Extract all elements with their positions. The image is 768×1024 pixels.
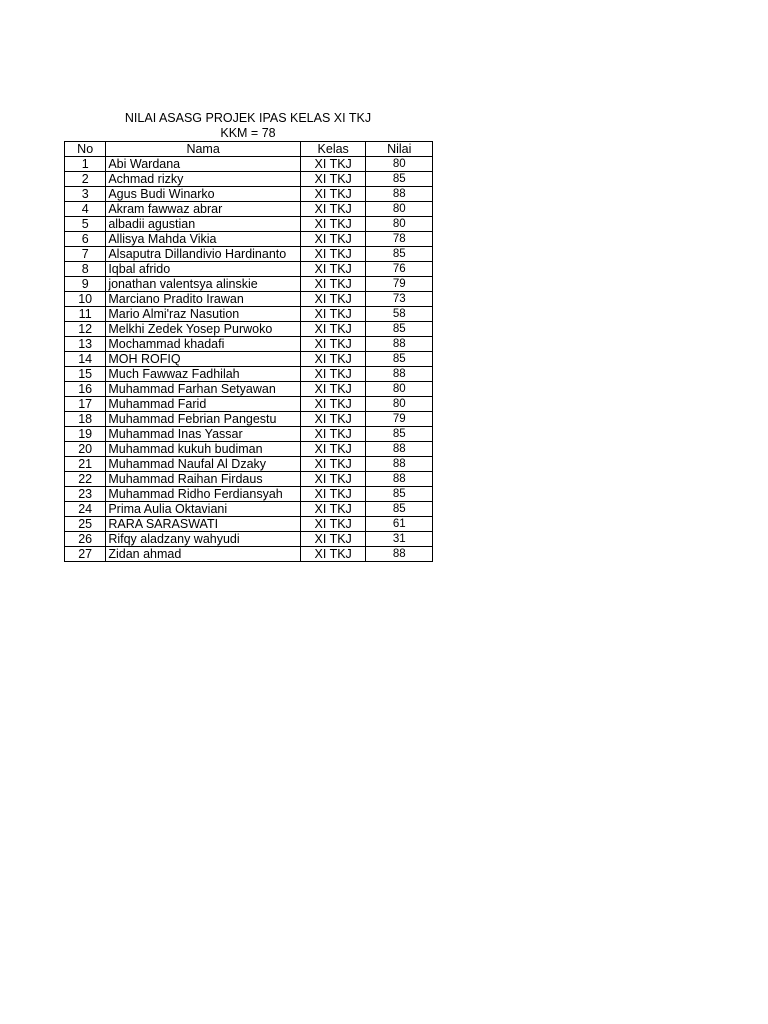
cell-nama: Achmad rizky	[106, 172, 301, 187]
cell-kelas: XI TKJ	[300, 547, 366, 562]
cell-nilai: 61	[366, 517, 433, 532]
table-header-row	[65, 142, 433, 157]
cell-nama: Muhammad Raihan Firdaus	[106, 472, 301, 487]
cell-nilai: 88	[366, 187, 433, 202]
cell-nilai: 80	[366, 157, 433, 172]
cell-kelas: XI TKJ	[300, 367, 366, 382]
table-row	[65, 427, 433, 442]
table-row	[65, 367, 433, 382]
table-row	[65, 187, 433, 202]
cell-no: 24	[65, 502, 106, 517]
cell-nama: Abi Wardana	[106, 157, 301, 172]
cell-nama: Akram fawwaz abrar	[106, 202, 301, 217]
cell-kelas: XI TKJ	[300, 487, 366, 502]
cell-no: 22	[65, 472, 106, 487]
cell-nama: Agus Budi Winarko	[106, 187, 301, 202]
cell-no: 19	[65, 427, 106, 442]
cell-nama: Zidan ahmad	[106, 547, 301, 562]
table-row	[65, 502, 433, 517]
cell-nama: Rifqy aladzany wahyudi	[106, 532, 301, 547]
table-row	[65, 397, 433, 412]
cell-kelas: XI TKJ	[300, 202, 366, 217]
cell-nama: Mario Almi'raz Nasution	[106, 307, 301, 322]
cell-no: 21	[65, 457, 106, 472]
grades-table	[64, 141, 433, 562]
cell-no: 16	[65, 382, 106, 397]
cell-nama: Mochammad khadafi	[106, 337, 301, 352]
cell-no: 11	[65, 307, 106, 322]
cell-nilai: 73	[366, 292, 433, 307]
table-row	[65, 382, 433, 397]
cell-no: 27	[65, 547, 106, 562]
cell-kelas: XI TKJ	[300, 382, 366, 397]
cell-nama: Muhammad Farid	[106, 397, 301, 412]
cell-no: 6	[65, 232, 106, 247]
cell-nama: Marciano Pradito Irawan	[106, 292, 301, 307]
cell-nilai: 85	[366, 247, 433, 262]
cell-no: 15	[65, 367, 106, 382]
cell-no: 23	[65, 487, 106, 502]
header-nilai: Nilai	[366, 142, 433, 157]
cell-no: 13	[65, 337, 106, 352]
cell-nama: Allisya Mahda Vikia	[106, 232, 301, 247]
table-row	[65, 322, 433, 337]
table-row	[65, 172, 433, 187]
cell-kelas: XI TKJ	[300, 352, 366, 367]
table-row	[65, 157, 433, 172]
cell-nilai: 88	[366, 367, 433, 382]
cell-kelas: XI TKJ	[300, 412, 366, 427]
cell-nama: Muhammad Ridho Ferdiansyah	[106, 487, 301, 502]
cell-nilai: 88	[366, 442, 433, 457]
document-title: NILAI ASASG PROJEK IPAS KELAS XI TKJ	[124, 111, 372, 125]
cell-no: 4	[65, 202, 106, 217]
cell-no: 20	[65, 442, 106, 457]
table-row	[65, 517, 433, 532]
cell-nilai: 78	[366, 232, 433, 247]
cell-no: 2	[65, 172, 106, 187]
cell-kelas: XI TKJ	[300, 232, 366, 247]
table-row	[65, 217, 433, 232]
cell-nilai: 88	[366, 472, 433, 487]
cell-kelas: XI TKJ	[300, 472, 366, 487]
cell-nilai: 80	[366, 397, 433, 412]
cell-nama: Muhammad Naufal Al Dzaky	[106, 457, 301, 472]
table-row	[65, 487, 433, 502]
cell-nama: Melkhi Zedek Yosep Purwoko	[106, 322, 301, 337]
cell-kelas: XI TKJ	[300, 157, 366, 172]
cell-no: 1	[65, 157, 106, 172]
table-row	[65, 472, 433, 487]
cell-kelas: XI TKJ	[300, 457, 366, 472]
cell-nama: Muhammad Farhan Setyawan	[106, 382, 301, 397]
cell-nilai: 80	[366, 217, 433, 232]
cell-nilai: 85	[366, 487, 433, 502]
cell-no: 12	[65, 322, 106, 337]
cell-kelas: XI TKJ	[300, 247, 366, 262]
cell-no: 7	[65, 247, 106, 262]
table-row	[65, 352, 433, 367]
cell-nilai: 85	[366, 352, 433, 367]
cell-nama: RARA SARASWATI	[106, 517, 301, 532]
cell-no: 26	[65, 532, 106, 547]
cell-kelas: XI TKJ	[300, 322, 366, 337]
cell-no: 18	[65, 412, 106, 427]
cell-kelas: XI TKJ	[300, 532, 366, 547]
cell-nilai: 85	[366, 502, 433, 517]
cell-nama: Alsaputra Dillandivio Hardinanto	[106, 247, 301, 262]
cell-kelas: XI TKJ	[300, 337, 366, 352]
header-kelas: Kelas	[300, 142, 366, 157]
header-nama: Nama	[106, 142, 301, 157]
header-no: No	[65, 142, 106, 157]
cell-kelas: XI TKJ	[300, 187, 366, 202]
cell-nilai: 85	[366, 172, 433, 187]
cell-nama: Iqbal afrido	[106, 262, 301, 277]
cell-no: 8	[65, 262, 106, 277]
cell-nilai: 58	[366, 307, 433, 322]
cell-nilai: 80	[366, 202, 433, 217]
cell-nilai: 80	[366, 382, 433, 397]
cell-kelas: XI TKJ	[300, 517, 366, 532]
table-row	[65, 457, 433, 472]
cell-no: 5	[65, 217, 106, 232]
cell-nilai: 79	[366, 277, 433, 292]
cell-nilai: 88	[366, 337, 433, 352]
cell-nama: Prima Aulia Oktaviani	[106, 502, 301, 517]
table-row	[65, 337, 433, 352]
cell-nilai: 76	[366, 262, 433, 277]
cell-nama: jonathan valentsya alinskie	[106, 277, 301, 292]
table-row	[65, 247, 433, 262]
kkm-label: KKM = 78	[220, 126, 276, 140]
table-row	[65, 547, 433, 562]
cell-kelas: XI TKJ	[300, 397, 366, 412]
table-row	[65, 262, 433, 277]
cell-kelas: XI TKJ	[300, 262, 366, 277]
cell-kelas: XI TKJ	[300, 292, 366, 307]
cell-nama: albadii agustian	[106, 217, 301, 232]
cell-nama: Muhammad Febrian Pangestu	[106, 412, 301, 427]
table-row	[65, 292, 433, 307]
cell-nama: Muhammad Inas Yassar	[106, 427, 301, 442]
cell-kelas: XI TKJ	[300, 427, 366, 442]
cell-no: 25	[65, 517, 106, 532]
cell-nama: Muhammad kukuh budiman	[106, 442, 301, 457]
cell-no: 10	[65, 292, 106, 307]
cell-kelas: XI TKJ	[300, 307, 366, 322]
cell-nilai: 79	[366, 412, 433, 427]
table-row	[65, 202, 433, 217]
cell-nilai: 85	[366, 427, 433, 442]
table-row	[65, 442, 433, 457]
cell-kelas: XI TKJ	[300, 502, 366, 517]
cell-nilai: 31	[366, 532, 433, 547]
table-body	[65, 157, 433, 562]
table-row	[65, 277, 433, 292]
cell-kelas: XI TKJ	[300, 442, 366, 457]
table-row	[65, 307, 433, 322]
cell-nilai: 85	[366, 322, 433, 337]
cell-kelas: XI TKJ	[300, 217, 366, 232]
cell-nilai: 88	[366, 457, 433, 472]
cell-no: 9	[65, 277, 106, 292]
table-row	[65, 532, 433, 547]
cell-nama: MOH ROFIQ	[106, 352, 301, 367]
cell-kelas: XI TKJ	[300, 172, 366, 187]
cell-no: 14	[65, 352, 106, 367]
table-row	[65, 412, 433, 427]
table-row	[65, 232, 433, 247]
cell-no: 17	[65, 397, 106, 412]
cell-no: 3	[65, 187, 106, 202]
cell-nama: Much Fawwaz Fadhilah	[106, 367, 301, 382]
cell-nilai: 88	[366, 547, 433, 562]
cell-kelas: XI TKJ	[300, 277, 366, 292]
